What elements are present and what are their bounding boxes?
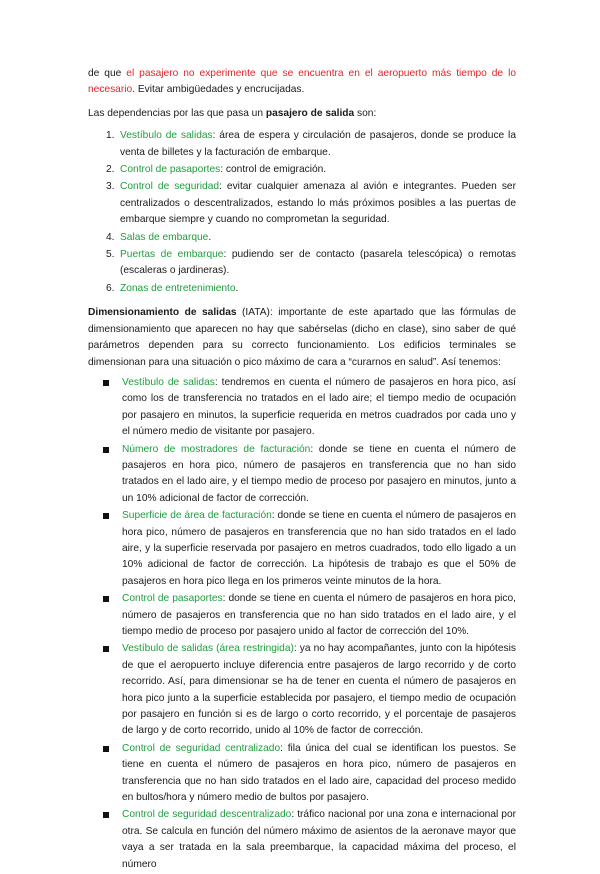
bullet-square-icon	[103, 513, 109, 519]
dependencies-list	[88, 128, 516, 297]
bullet-item	[88, 807, 516, 873]
document-page	[88, 66, 516, 874]
bullet-term: Control de seguridad descentralizado	[122, 809, 292, 821]
intro-paragraph	[88, 66, 516, 99]
bullet-item	[88, 375, 516, 441]
list-item	[88, 247, 516, 280]
list-item	[88, 230, 516, 246]
dependencies-lead-bold: pasajero de salida	[265, 107, 355, 119]
list-item	[88, 162, 516, 178]
list-text: : evitar cualquier amenaza al avión e integrantes. Pueden ser centralizados o descentralizados, estando lo más próximos posibles a las puertas de embarque siempre y cuando no comprometan la seguridad.	[120, 181, 516, 226]
sizing-list	[88, 375, 516, 873]
list-number: 4.	[106, 231, 115, 243]
bullet-text: : fila única del cual se identifican los puestos. Se tiene en cuenta el número de pasajeros en hora pico, número de pasajeros en transferencia que no han sido tratados en el lado aire, capacidad del proceso medido en bultos/hora y número medio de bultos por pasajero.	[122, 742, 516, 804]
list-term: Puertas de embarque	[120, 249, 224, 261]
bullet-item	[88, 641, 516, 739]
bullet-term: Control de pasaportes	[122, 593, 223, 605]
list-text: : control de emigración.	[220, 164, 327, 176]
bullet-text: : donde se tiene en cuenta el número de pasajeros en hora pico, número de pasajeros en transferencia que no han sido tratados en el lado aire, y el tiempo medio de proceso por pasajero en minutos, junto a un 10% adicional de factor de corrección.	[122, 443, 516, 504]
list-number: 3.	[106, 181, 115, 193]
intro-suffix: . Evitar ambigüedades y encrucijadas.	[132, 84, 305, 96]
bullet-term: Control de seguridad centralizado	[122, 742, 281, 754]
list-term: Control de seguridad	[120, 181, 220, 193]
bullet-term: Vestíbulo de salidas (área restringida)	[122, 643, 294, 655]
dependencies-lead	[88, 106, 516, 122]
list-text: .	[235, 282, 239, 294]
list-term: Zonas de entretenimiento	[120, 282, 236, 294]
bullet-square-icon	[103, 380, 109, 386]
list-number: 1.	[106, 130, 115, 142]
bullet-text: : ya no hay acompañantes, junto con la hipótesis de que el aeropuerto incluye diferencia entre pasajeros de largo recorrido y de corto recorrido. Así, para dimensionar se ha de tener en cuenta el número de pasajeros en hora pico junto a la superficie establecida por pasajero, el tiempo medio de ocupación por pasajero en función si es de largo o corto recorrido, y el porcentaje de pasajeros de largo y de corto recorrido, unido al 10% de factor de corrección.	[122, 643, 516, 737]
bullet-text: : donde se tiene en cuenta el número de pasajeros en hora pico, número de pasajeros en transferencia que no han sido tratados en el lado aire, y el tiempo medio de proceso por pasajero unido al factor de corrección del 10%.	[122, 593, 516, 637]
intro-prefix: de que	[88, 68, 127, 79]
sizing-paragraph	[88, 305, 516, 371]
list-text: : pudiendo ser de contacto (pasarela telescópica) o remotas (escaleras o jardineras).	[120, 249, 516, 277]
list-text: : área de espera y circulación de pasajeros, donde se produce la venta de billetes y la facturación de embarque.	[120, 130, 516, 158]
sizing-heading: Dimensionamiento de salidas	[88, 307, 237, 319]
bullet-item	[88, 741, 516, 807]
bullet-text: : donde se tiene en cuenta el número de pasajeros en hora pico, número de pasajeros en transferencia que no han sido tratados en el lado aire, y la superficie reservada por pasajero en metros cuadrados, todo ello ligado a un 10% adicional de factor de corrección. La hipótesis de trabajo es que el 50% de pasajeros en hora pico llega en los primeros veinte minutos de la hora.	[122, 510, 516, 587]
list-number: 5.	[106, 249, 115, 261]
bullet-square-icon	[103, 746, 109, 752]
dependencies-lead-suffix: son:	[354, 107, 377, 119]
bullet-square-icon	[103, 447, 109, 453]
list-number: 2.	[106, 164, 115, 176]
list-text: .	[208, 231, 212, 243]
list-item	[88, 179, 516, 228]
bullet-term: Número de mostradores de facturación	[122, 443, 311, 455]
bullet-term: Vestíbulo de salidas	[122, 376, 215, 388]
list-item	[88, 128, 516, 161]
list-term: Vestíbulo de salidas	[120, 130, 213, 142]
bullet-square-icon	[103, 596, 109, 602]
sizing-heading-text: (IATA): importante de este apartado que las fórmulas de dimensionamiento que aparecen no hay que sabérselas (dicho en clase), sino saber de qué parámetros dependen para su correcto funcionamiento. Los edificios terminales se dimensionan para una situación o pico máximo de cara a “curarnos en salud”. Así tenemos:	[88, 307, 516, 368]
bullet-square-icon	[103, 646, 109, 652]
bullet-item	[88, 591, 516, 640]
list-term: Salas de embarque	[120, 231, 209, 243]
bullet-item	[88, 442, 516, 508]
bullet-item	[88, 508, 516, 590]
list-term: Control de pasaportes	[120, 164, 221, 176]
list-number: 6.	[106, 282, 115, 294]
intro-highlight: el pasajero no experimente que se encuentra en el aeropuerto más tiempo de lo necesario	[88, 68, 516, 96]
dependencies-lead-prefix: Las dependencias por las que pasa un	[88, 107, 266, 119]
bullet-text: : tráfico nacional por una zona e internacional por otra. Se calcula en función del número máximo de asientos de la aeronave mayor que vaya a ser tratada en la sala preembarque, la capacidad máxima del proceso, el número	[122, 809, 517, 870]
bullet-square-icon	[103, 812, 109, 818]
bullet-text: : tendremos en cuenta el número de pasajeros en hora pico, así como los de transferencia no tratados en el lado aire; el tiempo medio de ocupación por pasajero en minutos, la superficie requerida en metros cuadrados por cada uno y el número medio de visitante por pasajero.	[122, 376, 516, 438]
list-item	[88, 281, 516, 297]
bullet-term: Superficie de área de facturación	[122, 510, 272, 522]
